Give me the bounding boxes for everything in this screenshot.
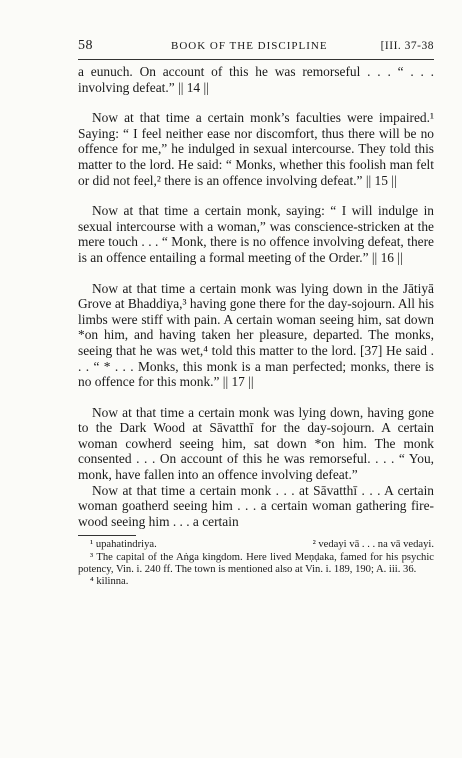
footnote-3: ³ The capital of the Aṅga kingdom. Here lived Meṇḍaka, famed for his psychic potency, Vin. i. 240 ff. The town is mentioned also at Vin. i. 189, 190; A. iii. 36. <box>78 551 434 575</box>
header-rule <box>78 59 434 60</box>
paragraph-19: Now at that time a certain monk . . . at Sāvatthī . . . A certain woman goatherd seeing him . . . a certain woman gathering fire-wood seeing him . . . a certain <box>78 482 434 529</box>
footnote-row-1-2 <box>78 539 434 551</box>
paragraph-18: Now at that time a certain monk was lying down, having gone to the Dark Wood at Sāvatthī for the day-sojourn. A certain woman cowherd seeing him, sat down *on him. The monk consented . . . On account of this he was remorseful. . . . “ You, monk, have fallen into an offence involving defeat.” <box>78 404 434 483</box>
paragraph-15: Now at that time a certain monk’s faculties were impaired.¹ Saying: “ I feel neither ease nor discomfort, thus there will be no offence for me,” he indulged in sexual intercourse. They told this matter to the lord. He said: “ Monks, whether this foolish man felt or did not feel,² there is an offence involving defeat.” || 15 || <box>78 110 434 188</box>
footnotes <box>78 539 434 588</box>
paragraph-14: a eunuch. On account of this he was remorseful . . . “ . . . involving defeat.” || 14 || <box>78 64 434 95</box>
main-text <box>78 64 434 529</box>
running-header <box>78 38 434 58</box>
footnote-1: ¹ upahatindriya. <box>90 539 157 551</box>
running-title: BOOK OF THE DISCIPLINE <box>171 40 328 52</box>
section-reference: [III. 37-38 <box>380 40 434 52</box>
paragraph-17: Now at that time a certain monk was lying down in the Jātiyā Grove at Bhaddiya,³ having gone there for the day-sojourn. All his limbs were stiff with pain. A certain woman seeing him, sat down *on him, and having taken her pleasure, departed. The monks, seeing that he was wet,⁴ told this matter to the lord. [37] He said . . . “ * . . . Monks, this monk is a man perfected; monks, there is no offence for this monk.” || 17 || <box>78 280 434 390</box>
footnote-4: ⁴ kilinna. <box>90 576 129 588</box>
footnote-rule <box>78 535 136 536</box>
footnote-2: ² vedayi vā . . . na vā vedayi. <box>312 539 434 551</box>
paragraph-16: Now at that time a certain monk, saying: “ I will indulge in sexual intercourse with a woman,” was conscience-stricken at the mere touch . . . “ Monk, there is no offence involving defeat, there is an offence entailing a formal meeting of the Order.” || 16 || <box>78 203 434 265</box>
page-number: 58 <box>78 38 93 53</box>
